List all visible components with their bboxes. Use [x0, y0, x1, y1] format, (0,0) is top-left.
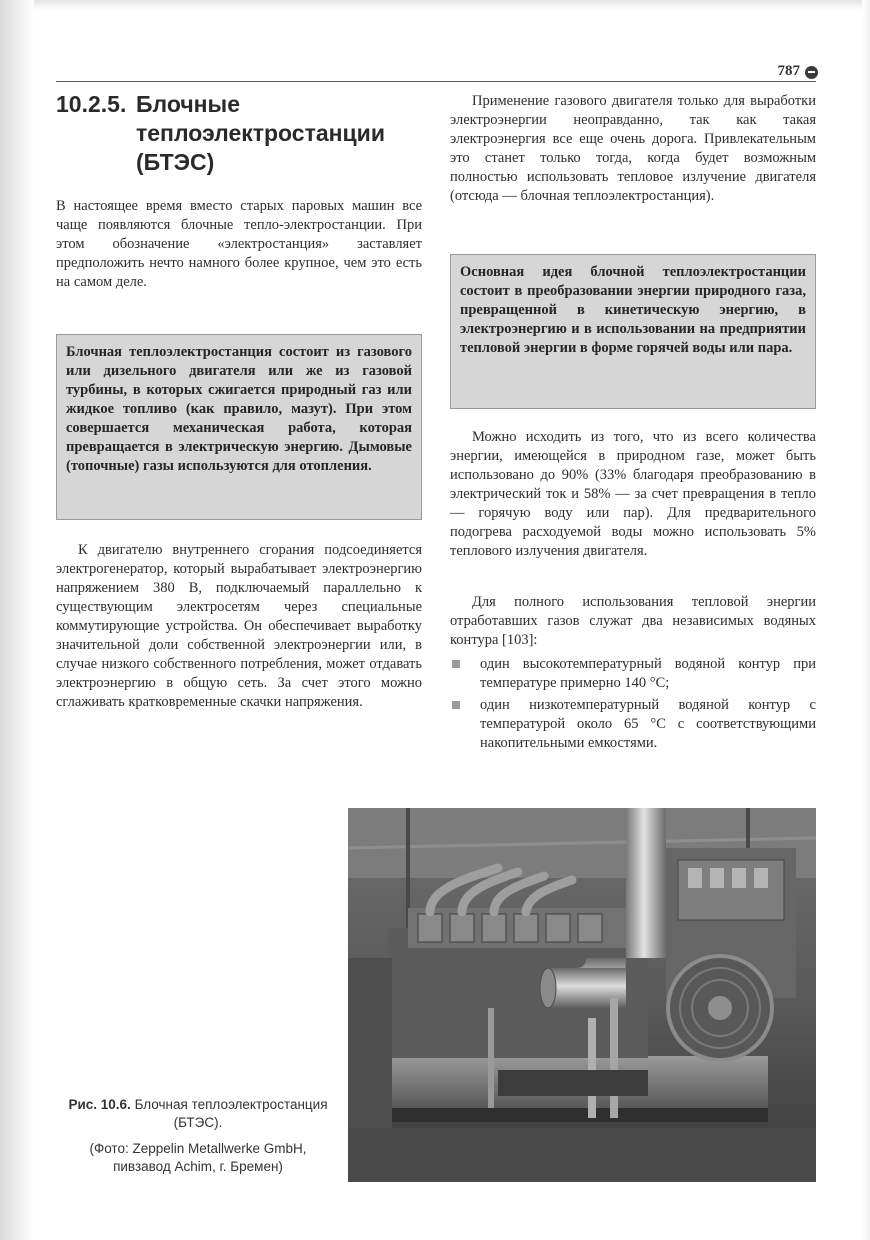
- engine-photo: [348, 808, 816, 1182]
- figure-caption-text: Блочная теплоэлектростанция (БТЭС).: [134, 1097, 328, 1130]
- header-rule: [56, 81, 816, 82]
- scan-shadow-right: [862, 0, 870, 1240]
- bullet-square-icon: [452, 660, 460, 668]
- section-number: 10.2.5.: [56, 91, 127, 117]
- scan-shadow-top: [0, 0, 870, 10]
- gas-engine-paragraph: Применение газового двигателя только для выработки электроэнергии неоправданно, так как такая электроэнергия все еще очень дорога. Привлекательным это станет только тогда, когда будет возможным полностью использовать тепловое излучение двигателя (отсюда — блочная теплоэлектростанция).: [450, 93, 816, 204]
- bullet-square-icon: [452, 701, 460, 709]
- definition-box-left: [56, 334, 422, 520]
- list-item: [450, 655, 816, 693]
- list-item-text: один низкотемпературный водяной контур с температурой около 65 °С с соответствующими накопительными емкостями.: [480, 697, 816, 751]
- engine-photo-illustration: [348, 808, 816, 1182]
- figure-credit: (Фото: Zeppelin Metallwerke GmbH, пивзавод Achim, г. Бремен): [89, 1141, 307, 1174]
- intro-paragraph: В настоящее время вместо старых паровых машин все чаще появляются блочные тепло-электростанции. При этом обозначение «электростанция» заставляет предположить нечто намного более крупное, чем это есть на самом деле.: [56, 198, 422, 290]
- definition-box-right: [450, 254, 816, 409]
- scan-shadow-left: [0, 0, 34, 1240]
- page-number: 787: [777, 63, 800, 79]
- section-title-line-3: (БТЭС): [136, 149, 215, 175]
- list-item-text: один высокотемпературный водяной контур при температуре примерно 140 °С;: [480, 656, 816, 691]
- section-title-line-1: Блочные: [136, 91, 240, 117]
- section-title-line-2: теплоэлектростанции: [136, 120, 385, 146]
- section-heading: [56, 90, 436, 177]
- definition-box-right-text: Основная идея блочной теплоэлектростанции состоит в преобразовании энергии природного газа, превращенной в кинетическую энергию, в электроэнергию и в использовании на предприятии тепловой энергии в форме горячей воды или пара.: [460, 264, 806, 356]
- figure-label: Рис. 10.6.: [68, 1097, 131, 1112]
- efficiency-paragraph: Можно исходить из того, что из всего количества энергии, имеющейся в природном газе, может быть использовано до 90% (33% благодаря преобразованию в электрический ток и 58% — за счет превращения в тепло — горячую воду или пар). Для предварительного подогрева расходуемой воды можно использовать 5% теплового излучения двигателя.: [450, 429, 816, 559]
- circuits-list: [450, 655, 816, 756]
- figure-caption: [60, 1096, 336, 1176]
- list-item: [450, 696, 816, 753]
- circuits-intro-paragraph: Для полного использования тепловой энергии отработавших газов служат два независимых водяных контура [103]:: [450, 594, 816, 648]
- generator-paragraph: К двигателю внутреннего сгорания подсоединяется электрогенератор, который вырабатывает электроэнергию напряжением 380 В, подключаемый параллельно к существующим электросетям через специальные коммутирующие устройства. Он обеспечивает выработку значительной доли собственной электроэнергии или, в случае низкого собственного потребления, может отдавать электроэнергию в общую сеть. За счет этого можно сглаживать кратковременные скачки напряжения.: [56, 542, 422, 710]
- page-marker-icon: [805, 66, 818, 79]
- definition-box-left-text: Блочная теплоэлектростанция состоит из газового или дизельного двигателя или же из газовой турбины, в которых сжигается природный газ или жидкое топливо (как правило, мазут). При этом совершается механическая работа, которая превращается в электрическую энергию. Дымовые (топочные) газы используются для отопления.: [66, 344, 412, 474]
